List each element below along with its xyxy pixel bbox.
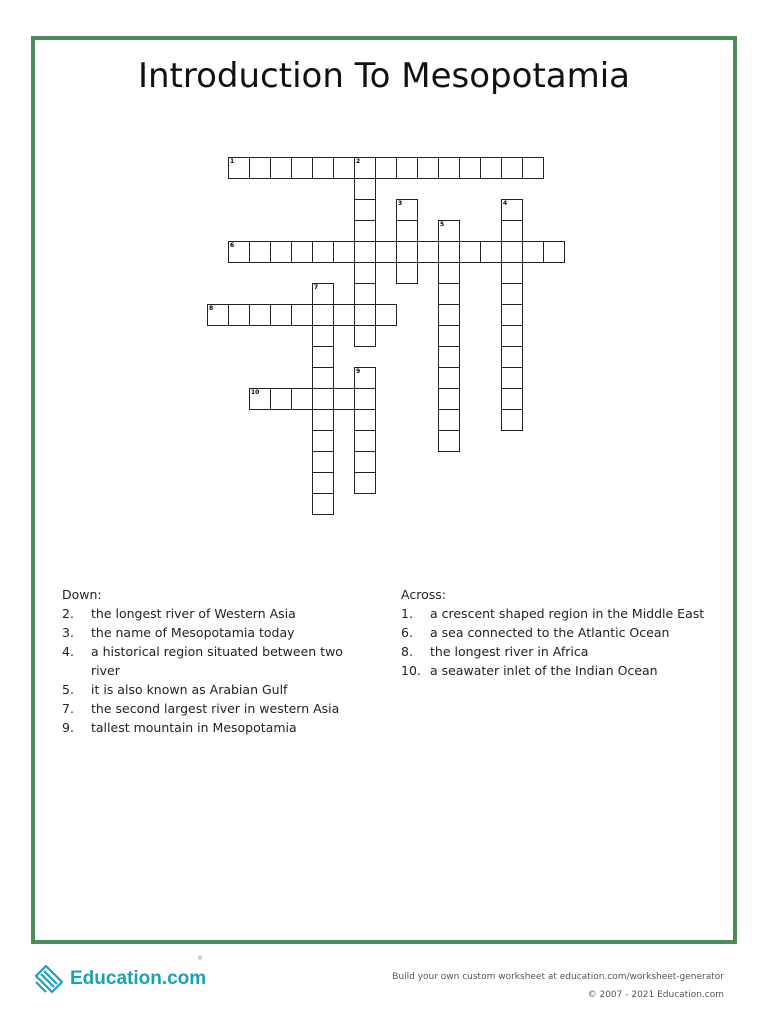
crossword-cell[interactable] (396, 241, 418, 263)
down-clues (62, 585, 362, 737)
crossword-cell[interactable] (312, 430, 334, 452)
crossword-cell[interactable] (354, 430, 376, 452)
across-clues (401, 585, 721, 680)
crossword-cell[interactable] (417, 241, 439, 263)
crossword-cell[interactable] (312, 493, 334, 515)
crossword-cell[interactable] (354, 388, 376, 410)
clue-item-text: a crescent shaped region in the Middle East (430, 606, 705, 621)
crossword-cell[interactable] (438, 346, 460, 368)
clue-number: 4 (503, 200, 508, 207)
crossword-cell[interactable] (333, 241, 355, 263)
crossword-cell[interactable] (438, 388, 460, 410)
crossword-cell[interactable] (438, 262, 460, 284)
clue-number: 6 (230, 242, 235, 249)
crossword-cell[interactable] (501, 304, 523, 326)
clue-number: 10 (251, 389, 260, 396)
clue-item-number: 5. (62, 682, 74, 697)
crossword-cell[interactable] (354, 472, 376, 494)
crossword-cell[interactable] (333, 304, 355, 326)
crossword-cell[interactable] (249, 157, 271, 179)
clue-item (401, 623, 721, 642)
crossword-cell[interactable] (354, 451, 376, 473)
crossword-cell[interactable] (459, 157, 481, 179)
clue-item-text: the longest river of Western Asia (91, 606, 296, 621)
crossword-cell[interactable] (270, 304, 292, 326)
crossword-cell[interactable] (312, 157, 334, 179)
across-clue-list (401, 604, 721, 680)
clue-item-number: 1. (401, 606, 413, 621)
registered-mark: ® (197, 955, 203, 962)
clue-item-number: 7. (62, 701, 74, 716)
clue-number: 7 (314, 284, 319, 291)
crossword-cell[interactable] (438, 304, 460, 326)
clue-item-text: the longest river in Africa (430, 644, 589, 659)
crossword-cell[interactable] (312, 388, 334, 410)
crossword-cell[interactable] (501, 241, 523, 263)
crossword-cell[interactable] (228, 157, 250, 179)
clue-item-text: tallest mountain in Mesopotamia (91, 720, 297, 735)
clue-item (62, 680, 362, 699)
worksheet-title: Introduction To Mesopotamia (137, 56, 631, 96)
crossword-cell[interactable] (270, 241, 292, 263)
education-logo-icon (32, 962, 66, 996)
crossword-cell[interactable] (312, 367, 334, 389)
crossword-cell[interactable] (270, 157, 292, 179)
crossword-cell[interactable] (249, 241, 271, 263)
crossword-cell[interactable] (396, 220, 418, 242)
crossword-cell[interactable] (417, 157, 439, 179)
crossword-cell[interactable] (501, 199, 523, 221)
footer-copyright: © 2007 - 2021 Education.com (587, 990, 724, 1000)
crossword-cell[interactable] (270, 388, 292, 410)
crossword-cell[interactable] (501, 283, 523, 305)
crossword-cell[interactable] (354, 283, 376, 305)
crossword-cell[interactable] (375, 304, 397, 326)
crossword-cell[interactable] (249, 304, 271, 326)
crossword-cell[interactable] (312, 325, 334, 347)
crossword-cell[interactable] (375, 241, 397, 263)
crossword-cell[interactable] (438, 157, 460, 179)
crossword-cell[interactable] (312, 346, 334, 368)
crossword-cell[interactable] (543, 241, 565, 263)
crossword-cell[interactable] (438, 367, 460, 389)
clue-item-text: it is also known as Arabian Gulf (91, 682, 288, 697)
clue-item-text: the second largest river in western Asia (91, 701, 340, 716)
crossword-cell[interactable] (501, 409, 523, 431)
clue-item-number: 6. (401, 625, 413, 640)
crossword-cell[interactable] (354, 304, 376, 326)
crossword-cell[interactable] (312, 304, 334, 326)
crossword-cell[interactable] (291, 241, 313, 263)
footer-credits (392, 968, 724, 1004)
crossword-cell[interactable] (333, 157, 355, 179)
crossword-cell[interactable] (207, 304, 229, 326)
clue-number: 2 (356, 158, 361, 165)
logo-text: Education.com (70, 968, 207, 989)
down-clue-list (62, 604, 362, 737)
crossword-cell[interactable] (501, 262, 523, 284)
crossword-cell[interactable] (354, 367, 376, 389)
across-heading: Across: (401, 587, 446, 602)
crossword-cell[interactable] (375, 157, 397, 179)
crossword-cell[interactable] (396, 157, 418, 179)
crossword-cell[interactable] (480, 241, 502, 263)
crossword-cell[interactable] (522, 241, 544, 263)
clue-item (62, 699, 362, 718)
crossword-cell[interactable] (459, 241, 481, 263)
crossword-cell[interactable] (501, 388, 523, 410)
clue-number: 3 (398, 200, 403, 207)
crossword-cell[interactable] (354, 409, 376, 431)
clue-item (401, 604, 721, 623)
clue-item-number: 8. (401, 644, 413, 659)
down-heading: Down: (62, 587, 102, 602)
crossword-cell[interactable] (438, 430, 460, 452)
crossword-cell[interactable] (249, 388, 271, 410)
crossword-cell[interactable] (438, 283, 460, 305)
crossword-cell[interactable] (480, 157, 502, 179)
crossword-cell[interactable] (501, 325, 523, 347)
crossword-cell[interactable] (312, 409, 334, 431)
crossword-cell[interactable] (501, 346, 523, 368)
clue-item (62, 718, 362, 737)
crossword-cell[interactable] (228, 241, 250, 263)
clue-number: 9 (356, 368, 361, 375)
crossword-cell[interactable] (501, 367, 523, 389)
crossword-cell[interactable] (312, 472, 334, 494)
crossword-cell[interactable] (291, 157, 313, 179)
crossword-cell[interactable] (501, 220, 523, 242)
clue-item-text: a seawater inlet of the Indian Ocean (430, 663, 658, 678)
clue-number: 1 (230, 158, 235, 165)
clue-item-number: 10. (401, 663, 421, 678)
clue-item (62, 642, 362, 680)
crossword-cell[interactable] (228, 304, 250, 326)
crossword-cell[interactable] (438, 325, 460, 347)
crossword-cell[interactable] (312, 241, 334, 263)
clue-item (401, 642, 721, 661)
crossword-cell[interactable] (438, 409, 460, 431)
clue-item (401, 661, 721, 680)
education-logo[interactable] (32, 962, 206, 996)
crossword-cell[interactable] (438, 241, 460, 263)
clue-item-number: 2. (62, 606, 74, 621)
crossword-cell[interactable] (396, 199, 418, 221)
crossword-cell[interactable] (438, 220, 460, 242)
crossword-cell[interactable] (501, 157, 523, 179)
clue-item-number: 3. (62, 625, 74, 640)
crossword-cell[interactable] (333, 388, 355, 410)
clue-item-number: 4. (62, 644, 74, 659)
crossword-cell[interactable] (312, 283, 334, 305)
footer-generator-link[interactable]: Build your own custom worksheet at education.com/worksheet-generator (392, 972, 724, 982)
crossword-cell[interactable] (354, 157, 376, 179)
crossword-cell[interactable] (396, 262, 418, 284)
crossword-cell[interactable] (291, 304, 313, 326)
crossword-cell[interactable] (354, 241, 376, 263)
clue-item (62, 604, 362, 623)
clue-item-number: 9. (62, 720, 74, 735)
clue-number: 5 (440, 221, 445, 228)
crossword-cell[interactable] (354, 178, 376, 200)
clue-item-text: a historical region situated between two river (91, 644, 343, 678)
crossword-cell[interactable] (522, 157, 544, 179)
clue-number: 8 (209, 305, 214, 312)
crossword-cell[interactable] (312, 451, 334, 473)
crossword-cell[interactable] (354, 220, 376, 242)
crossword-cell[interactable] (354, 199, 376, 221)
clue-item-text: a sea connected to the Atlantic Ocean (430, 625, 670, 640)
clue-item-text: the name of Mesopotamia today (91, 625, 295, 640)
clue-item (62, 623, 362, 642)
crossword-cell[interactable] (291, 388, 313, 410)
crossword-cell[interactable] (354, 325, 376, 347)
crossword-cell[interactable] (354, 262, 376, 284)
